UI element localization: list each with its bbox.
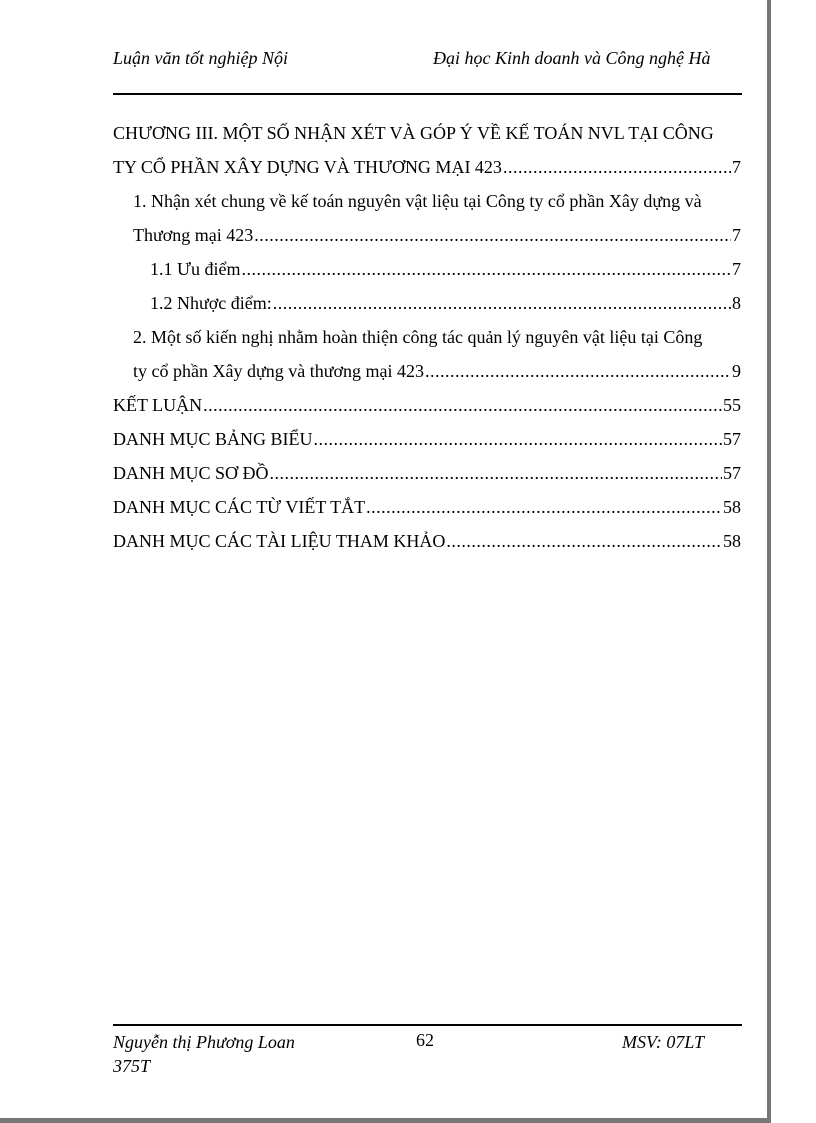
toc-entry-leader-line [133, 218, 741, 252]
toc-entry-leader-line [113, 422, 741, 456]
toc-entry-section-1-1[interactable] [113, 252, 741, 286]
toc-entry-title: Thương mại 423 [133, 225, 254, 245]
toc-entry-title: DANH MỤC SƠ ĐỒ [113, 463, 269, 483]
toc-page-number: 7 [732, 259, 741, 279]
toc-entry-leader-line [113, 456, 741, 490]
dot-leader [270, 456, 722, 490]
toc-page-number: 7 [732, 157, 741, 177]
toc-page-number: 57 [723, 429, 741, 449]
toc-entry-title-line: 2. Một số kiến nghị nhằm hoàn thiện công tác quản lý nguyên vật liệu tại Công [133, 327, 703, 347]
toc-entry-leader-line [113, 150, 741, 184]
toc-entry-references[interactable] [113, 524, 741, 558]
toc-entry-section-1[interactable] [113, 184, 741, 252]
toc-page-number: 55 [723, 395, 741, 415]
toc-entry-title: KẾT LUẬN [113, 395, 203, 415]
footer-page-number: 62 [416, 1030, 434, 1050]
toc-entry-list-of-diagrams[interactable] [113, 456, 741, 490]
footer-rule [113, 1024, 742, 1026]
toc-entry-title: DANH MỤC CÁC TÀI LIỆU THAM KHẢO [113, 531, 446, 551]
dot-leader [503, 150, 731, 184]
footer-student-id: MSV: 07LT [622, 1032, 704, 1052]
toc-entry-title: TY CỔ PHẦN XÂY DỰNG VÀ THƯƠNG MẠI 423 [113, 157, 502, 177]
toc-page-number: 58 [723, 531, 741, 551]
toc-page-number: 58 [723, 497, 741, 517]
dot-leader [203, 388, 722, 422]
dot-leader [314, 422, 722, 456]
toc-entry-title: DANH MỤC CÁC TỪ VIẾT TẮT [113, 497, 366, 517]
toc-entry-title-line: 1. Nhận xét chung về kế toán nguyên vật liệu tại Công ty cổ phần Xây dựng và [133, 191, 702, 211]
toc-entry-section-2[interactable] [113, 320, 741, 388]
header-thesis-title: Luận văn tốt nghiệp Nội [113, 48, 288, 68]
toc-entry-leader-line [133, 354, 741, 388]
toc-entry-list-of-tables[interactable] [113, 422, 741, 456]
toc-entry-title: 1.1 Ưu điểm [150, 259, 241, 279]
table-of-contents [113, 116, 741, 558]
toc-entry-leader-line [113, 524, 741, 558]
toc-entry-leader-line [113, 490, 741, 524]
header-university: Đại học Kinh doanh và Công nghệ Hà [433, 48, 711, 68]
toc-entry-leader-line [150, 252, 741, 286]
dot-leader [446, 524, 722, 558]
footer-author-name: Nguyễn thị Phương Loan 375T [113, 1032, 295, 1076]
dot-leader [254, 218, 731, 252]
toc-entry-section-1-2[interactable] [113, 286, 741, 320]
toc-page-number: 57 [723, 463, 741, 483]
toc-page-number: 9 [732, 361, 741, 381]
toc-entry-title: DANH MỤC BẢNG BIỂU [113, 429, 313, 449]
toc-entry-leader-line [150, 286, 741, 320]
toc-entry-abbreviations[interactable] [113, 490, 741, 524]
dot-leader [366, 490, 722, 524]
dot-leader [241, 252, 731, 286]
header-rule [113, 93, 742, 95]
toc-entry-conclusion[interactable] [113, 388, 741, 422]
dot-leader [273, 286, 731, 320]
page-shadow-right [767, 0, 771, 1123]
toc-entry-title-line: CHƯƠNG III. MỘT SỐ NHẬN XÉT VÀ GÓP Ý VỀ KẾ TOÁN NVL TẠI CÔNG [113, 123, 714, 143]
toc-page-number: 8 [732, 293, 741, 313]
toc-entry-title: ty cổ phần Xây dựng và thương mại 423 [133, 361, 424, 381]
toc-entry-title: 1.2 Nhược điểm: [150, 293, 272, 313]
toc-entry-chapter-3[interactable] [113, 116, 741, 184]
toc-entry-leader-line [113, 388, 741, 422]
dot-leader [425, 354, 731, 388]
toc-page-number: 7 [732, 225, 741, 245]
page-shadow-bottom [0, 1118, 771, 1123]
